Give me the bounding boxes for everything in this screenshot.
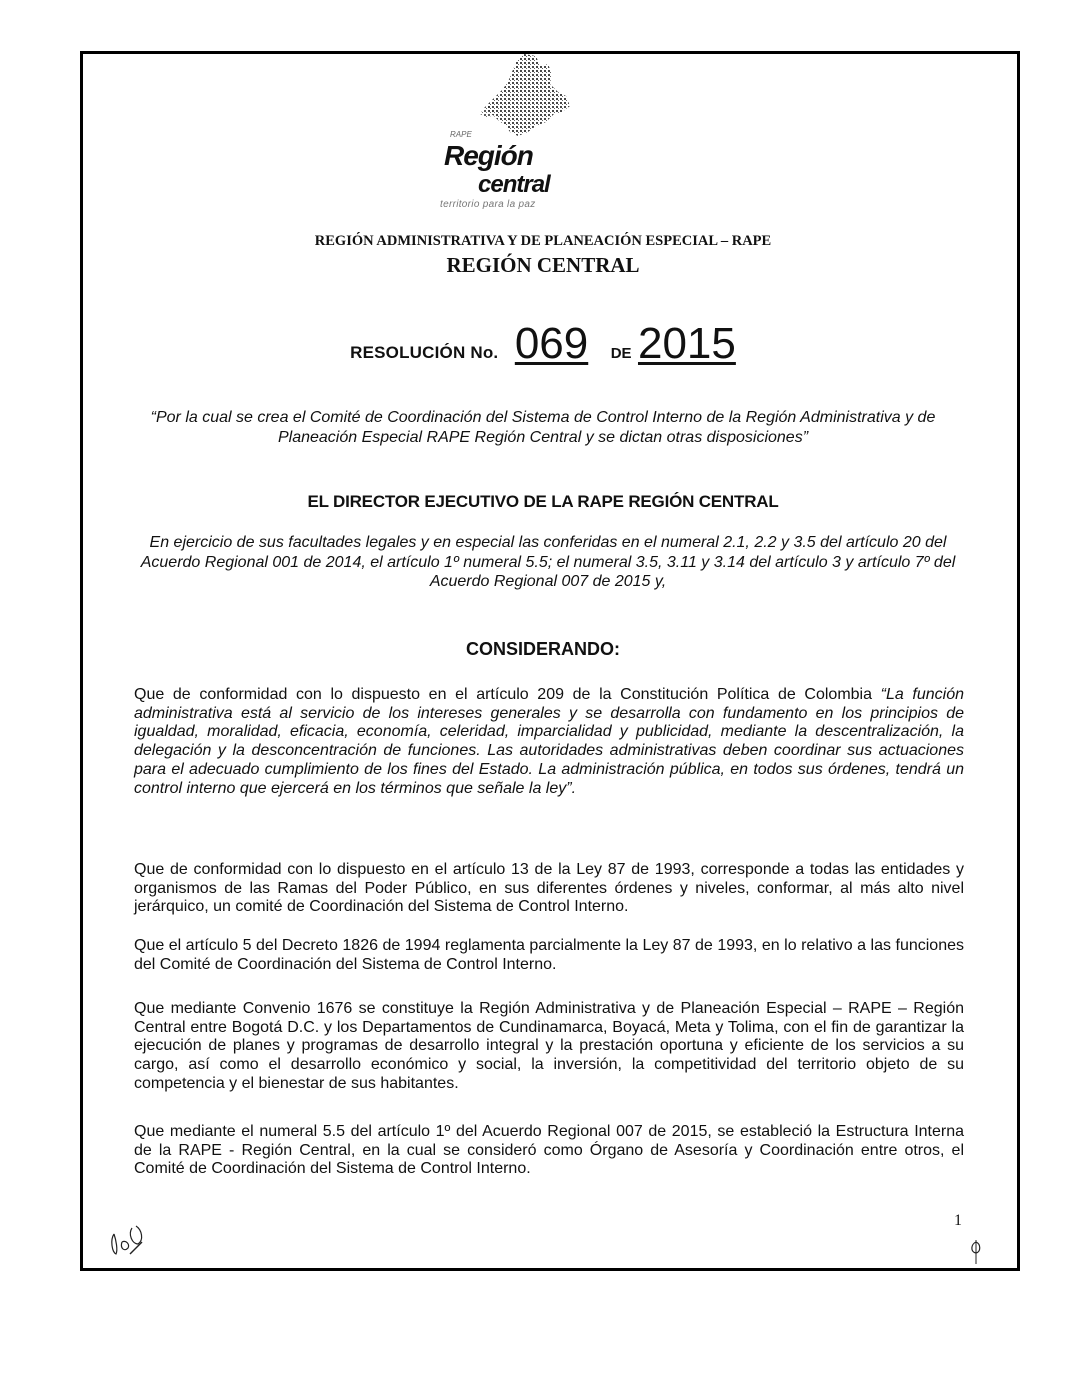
considerando-paragraph-2: Que de conformidad con lo dispuesto en el artículo 13 de la Ley 87 de 1993, corresponde a todas las entidades y organismos de las Ramas del Poder Público, en sus diferentes órdenes y niveles, conformar, al más alto nivel jerárquico, un comité de Coordinación del Sistema de Control Interno. bbox=[134, 861, 964, 916]
considerando-paragraph-5: Que mediante el numeral 5.5 del artículo 1º del Acuerdo Regional 007 de 2015, se estableció la Estructura Interna de la RAPE - Región Central, en la cual se consideró como Órgano de Asesoría y Coordinación entre otros, el Comité de Coordinación del Sistema de Control Interno. bbox=[134, 1123, 964, 1178]
resolution-label: RESOLUCIÓN No. bbox=[350, 343, 499, 362]
handwritten-initials-signature bbox=[108, 1220, 188, 1260]
paragraph-1-lead: Que de conformidad con lo dispuesto en el artículo 209 de la Constitución Política de Colombia bbox=[134, 686, 881, 703]
resolution-de-label: DE bbox=[610, 345, 632, 362]
legal-faculties-text: En ejercicio de sus facultades legales y en especial las conferidas en el numeral 2.1, 2.2 y 3.5 del artículo 20 del Acuerdo Regional 001 de 2014, el artículo 1º numeral 5.5; el numeral 3.5, 3.11 y 3.14 del artículo 3 y artículo 7º del Acuerdo Regional 007 de 2015 y, bbox=[140, 534, 956, 590]
resolution-title bbox=[0, 318, 1086, 380]
entity-header-line1: REGIÓN ADMINISTRATIVA Y DE PLANEACIÓN ESPECIAL – RAPE bbox=[314, 233, 772, 249]
handwritten-folio-mark bbox=[968, 1238, 984, 1268]
resolution-number: 069 bbox=[514, 319, 589, 368]
resolution-year: 2015 bbox=[637, 319, 736, 368]
page-number: 1 bbox=[954, 1212, 962, 1229]
region-map-icon bbox=[436, 50, 586, 140]
resolution-subject: “Por la cual se crea el Comité de Coordinación del Sistema de Control Interno de la Región Administrativa y de Planeación Especial RAPE Región Central y se dictan otras disposiciones” bbox=[150, 409, 936, 446]
logo-word-region: Región bbox=[444, 140, 533, 171]
paragraph-1-quote: “La función administrativa está al servicio de los intereses generales y se desarrolla con fundamento en los principios de igualdad, moralidad, eficacia, economía, celeridad, imparcialidad y publicidad, mediante la descentralización, la delegación y la desconcentración de funciones. Las autoridades administrativas deben coordinar sus actuaciones para el adecuado cumplimiento de los fines del Estado. La administración pública, en todos sus órdenes, tendrá un control interno que ejercerá en los términos que señale la ley”. bbox=[134, 686, 964, 797]
considerando-paragraph-1 bbox=[134, 686, 964, 798]
logo-small-text: RAPE bbox=[450, 130, 472, 139]
considerando-paragraph-3: Que el artículo 5 del Decreto 1826 de 1994 reglamenta parcialmente la Ley 87 de 1993, en lo relativo a las funciones del Comité de Coordinación del Sistema de Control Interno. bbox=[134, 937, 964, 973]
considerando-paragraph-4: Que mediante Convenio 1676 se constituye la Región Administrativa y de Planeación Especial – RAPE – Región Central entre Bogotá D.C. y los Departamentos de Cundinamarca, Boyacá, Meta y Tolima, con el fin de garantizar la ejecución de planes y programas de desarrollo integral y la prestación oportuna y eficiente de los servicios a su cargo, así como el desarrollo económico y social, la inversión, la competitividad del territorio objeto de su competencia y el bienestar de sus habitantes. bbox=[134, 1000, 964, 1092]
director-heading: EL DIRECTOR EJECUTIVO DE LA RAPE REGIÓN CENTRAL bbox=[307, 492, 779, 511]
logo-tagline: territorio para la paz bbox=[440, 199, 536, 210]
logo-word-central: central bbox=[478, 171, 550, 198]
region-central-logo bbox=[436, 58, 586, 218]
considerando-heading: CONSIDERANDO: bbox=[465, 639, 620, 659]
entity-header-line2: REGIÓN CENTRAL bbox=[446, 253, 640, 277]
